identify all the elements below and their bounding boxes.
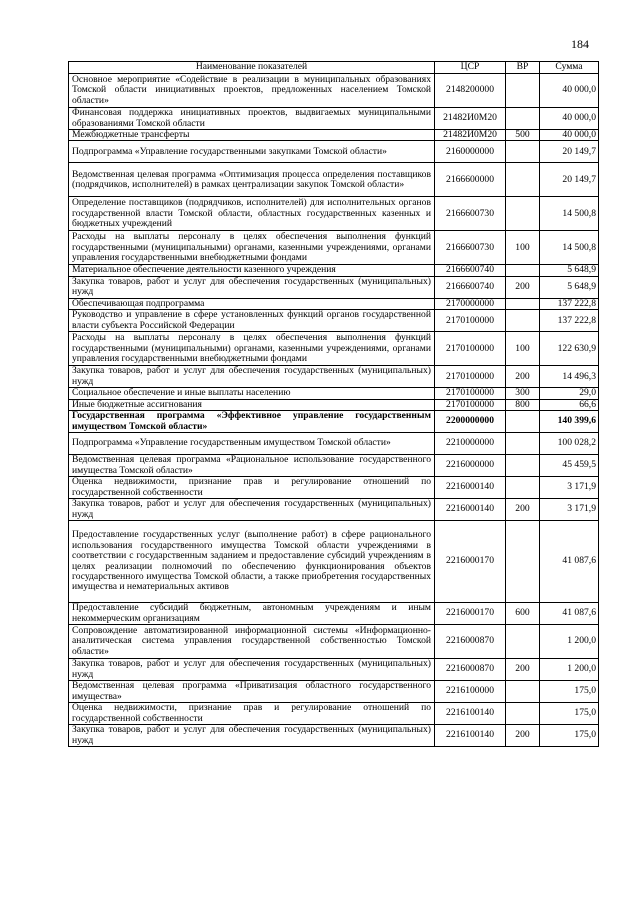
cell-csr: 2216000140 (435, 499, 506, 521)
table-body (69, 74, 599, 747)
cell-vr: 600 (506, 603, 540, 625)
cell-sum: 14 496,3 (540, 366, 599, 388)
table-row (69, 703, 599, 725)
cell-csr: 2166600740 (435, 276, 506, 298)
table-row (69, 231, 599, 265)
cell-sum: 45 459,5 (540, 455, 599, 477)
cell-vr (506, 411, 540, 433)
cell-csr: 2216000870 (435, 659, 506, 681)
cell-csr: 2170100000 (435, 388, 506, 399)
cell-vr: 200 (506, 366, 540, 388)
cell-name: Оценка недвижимости, признание прав и регулирование отношений по государственной собственности (69, 703, 435, 725)
cell-sum: 175,0 (540, 681, 599, 703)
cell-name: Закупка товаров, работ и услуг для обеспечения государственных (муниципальных) нужд (69, 725, 435, 747)
cell-name: Определение поставщиков (подрядчиков, исполнителей) для исполнительных органов государственной власти Томской области, областных государственных казенных и бюджетных учреждений (69, 197, 435, 231)
cell-name: Предоставление государственных услуг (выполнение работ) в сфере рационального использования государственного имущества Томской области учреждениями в соответствии с государственным заданием и предоставление субсидий учреждениям в целях реализации полномочий по обеспечению функционирования объектов государственного имущества Томской области, а также приобретения государственных имущества и нематериальных активов (69, 521, 435, 603)
cell-sum: 5 648,9 (540, 265, 599, 276)
cell-vr: 500 (506, 130, 540, 141)
cell-sum: 40 000,0 (540, 130, 599, 141)
table-row (69, 130, 599, 141)
cell-sum: 29,0 (540, 388, 599, 399)
cell-vr: 200 (506, 276, 540, 298)
cell-name: Закупка товаров, работ и услуг для обеспечения государственных (муниципальных) нужд (69, 366, 435, 388)
cell-csr: 2210000000 (435, 433, 506, 455)
cell-name: Иные бюджетные ассигнования (69, 399, 435, 410)
cell-vr: 200 (506, 659, 540, 681)
cell-sum: 3 171,9 (540, 499, 599, 521)
table-row (69, 366, 599, 388)
table-row (69, 499, 599, 521)
table-row (69, 388, 599, 399)
cell-vr (506, 703, 540, 725)
cell-sum: 1 200,0 (540, 625, 599, 659)
table-row (69, 141, 599, 163)
cell-vr (506, 477, 540, 499)
table-row (69, 276, 599, 298)
cell-name: Основное мероприятие «Содействие в реализации в муниципальных образованиях Томской области инициативных проектов, предложенных населением Томской области» (69, 74, 435, 108)
cell-vr (506, 455, 540, 477)
cell-sum: 14 500,8 (540, 197, 599, 231)
cell-csr: 2170000000 (435, 298, 506, 309)
cell-vr (506, 265, 540, 276)
cell-csr: 2166600740 (435, 265, 506, 276)
cell-name: Ведомственная целевая программа «Приватизация областного государственного имущества» (69, 681, 435, 703)
cell-name: Закупка товаров, работ и услуг для обеспечения государственных (муниципальных) нужд (69, 499, 435, 521)
cell-name: Подпрограмма «Управление государственными закупками Томской области» (69, 141, 435, 163)
cell-vr: 200 (506, 499, 540, 521)
cell-vr (506, 625, 540, 659)
cell-vr: 300 (506, 388, 540, 399)
cell-name: Оценка недвижимости, признание прав и регулирование отношений по государственной собственности (69, 477, 435, 499)
cell-sum: 175,0 (540, 703, 599, 725)
cell-vr (506, 163, 540, 197)
table-row (69, 197, 599, 231)
table-row (69, 521, 599, 603)
cell-name: Финансовая поддержка инициативных проектов, выдвигаемых муниципальными образованиями Томской области (69, 108, 435, 130)
cell-vr: 800 (506, 399, 540, 410)
cell-name: Руководство и управление в сфере установленных функций органов государственной власти субъекта Российской Федерации (69, 310, 435, 332)
cell-sum: 3 171,9 (540, 477, 599, 499)
cell-sum: 40 000,0 (540, 108, 599, 130)
table-row (69, 298, 599, 309)
table-row (69, 659, 599, 681)
cell-name: Социальное обеспечение и иные выплаты населению (69, 388, 435, 399)
cell-csr: 2160000000 (435, 141, 506, 163)
table-header-row (69, 62, 599, 74)
cell-sum: 20 149,7 (540, 163, 599, 197)
table-row (69, 265, 599, 276)
cell-sum: 137 222,8 (540, 310, 599, 332)
cell-name: Расходы на выплаты персоналу в целях обеспечения выполнения функций государственными (муниципальными) органами, казенными учреждениями, органами управления государственными внебюджетными фондами (69, 231, 435, 265)
cell-csr: 2170100000 (435, 366, 506, 388)
page-number: 184 (571, 37, 589, 51)
cell-csr: 2216000000 (435, 455, 506, 477)
cell-sum: 5 648,9 (540, 276, 599, 298)
cell-sum: 20 149,7 (540, 141, 599, 163)
header-sum: Сумма (540, 62, 599, 74)
cell-vr: 200 (506, 725, 540, 747)
cell-name: Закупка товаров, работ и услуг для обеспечения государственных (муниципальных) нужд (69, 659, 435, 681)
cell-name: Подпрограмма «Управление государственным имуществом Томской области» (69, 433, 435, 455)
cell-csr: 2170100000 (435, 332, 506, 366)
cell-csr: 2216000170 (435, 603, 506, 625)
cell-name: Межбюджетные трансферты (69, 130, 435, 141)
cell-vr (506, 298, 540, 309)
table-row (69, 108, 599, 130)
cell-name: Предоставление субсидий бюджетным, автономным учреждениям и иным некоммерческим организациям (69, 603, 435, 625)
table-row (69, 625, 599, 659)
cell-csr: 2216100000 (435, 681, 506, 703)
cell-csr: 2170100000 (435, 310, 506, 332)
cell-name: Материальное обеспечение деятельности казенного учреждения (69, 265, 435, 276)
cell-csr: 2216000140 (435, 477, 506, 499)
cell-name: Ведомственная целевая программа «Рациональное использование государственного имущества Томской области» (69, 455, 435, 477)
cell-vr: 100 (506, 332, 540, 366)
budget-table (68, 61, 599, 747)
cell-csr: 2216100140 (435, 725, 506, 747)
cell-sum: 14 500,8 (540, 231, 599, 265)
cell-name: Государственная программа «Эффективное управление государственным имуществом Томской области» (69, 411, 435, 433)
cell-csr: 2216100140 (435, 703, 506, 725)
cell-sum: 100 028,2 (540, 433, 599, 455)
cell-sum: 41 087,6 (540, 521, 599, 603)
cell-vr (506, 74, 540, 108)
cell-csr: 21482И0М20 (435, 130, 506, 141)
table-row (69, 74, 599, 108)
cell-csr: 2166600730 (435, 197, 506, 231)
table-row (69, 681, 599, 703)
cell-vr (506, 108, 540, 130)
cell-name: Расходы на выплаты персоналу в целях обеспечения выполнения функций государственными (муниципальными) органами, казенными учреждениями, органами управления государственными внебюджетными фондами (69, 332, 435, 366)
cell-sum: 175,0 (540, 725, 599, 747)
cell-sum: 137 222,8 (540, 298, 599, 309)
table-row (69, 310, 599, 332)
cell-csr: 2216000170 (435, 521, 506, 603)
cell-name: Ведомственная целевая программа «Оптимизация процесса определения поставщиков (подрядчиков, исполнителей) в рамках централизации закупок Томской области» (69, 163, 435, 197)
cell-csr: 2200000000 (435, 411, 506, 433)
table-row (69, 725, 599, 747)
cell-sum: 122 630,9 (540, 332, 599, 366)
cell-sum: 66,6 (540, 399, 599, 410)
cell-vr (506, 141, 540, 163)
header-name: Наименование показателей (69, 62, 435, 74)
cell-name: Обеспечивающая подпрограмма (69, 298, 435, 309)
table-row (69, 411, 599, 433)
cell-name: Закупка товаров, работ и услуг для обеспечения государственных (муниципальных) нужд (69, 276, 435, 298)
cell-csr: 2216000870 (435, 625, 506, 659)
table-row (69, 477, 599, 499)
cell-vr (506, 197, 540, 231)
table-row (69, 332, 599, 366)
cell-sum: 140 399,6 (540, 411, 599, 433)
cell-sum: 41 087,6 (540, 603, 599, 625)
cell-sum: 1 200,0 (540, 659, 599, 681)
table-row (69, 163, 599, 197)
cell-csr: 21482И0М20 (435, 108, 506, 130)
table-row (69, 603, 599, 625)
table-row (69, 455, 599, 477)
header-csr: ЦСР (435, 62, 506, 74)
cell-csr: 2148200000 (435, 74, 506, 108)
table-row (69, 433, 599, 455)
cell-csr: 2166600000 (435, 163, 506, 197)
header-vr: ВР (506, 62, 540, 74)
cell-vr: 100 (506, 231, 540, 265)
table-row (69, 399, 599, 410)
cell-vr (506, 310, 540, 332)
cell-csr: 2170100000 (435, 399, 506, 410)
cell-name: Сопровождение автоматизированной информационной системы «Информационно-аналитическая система управления государственной собственностью Томской области» (69, 625, 435, 659)
cell-sum: 40 000,0 (540, 74, 599, 108)
cell-vr (506, 521, 540, 603)
cell-csr: 2166600730 (435, 231, 506, 265)
cell-vr (506, 681, 540, 703)
cell-vr (506, 433, 540, 455)
